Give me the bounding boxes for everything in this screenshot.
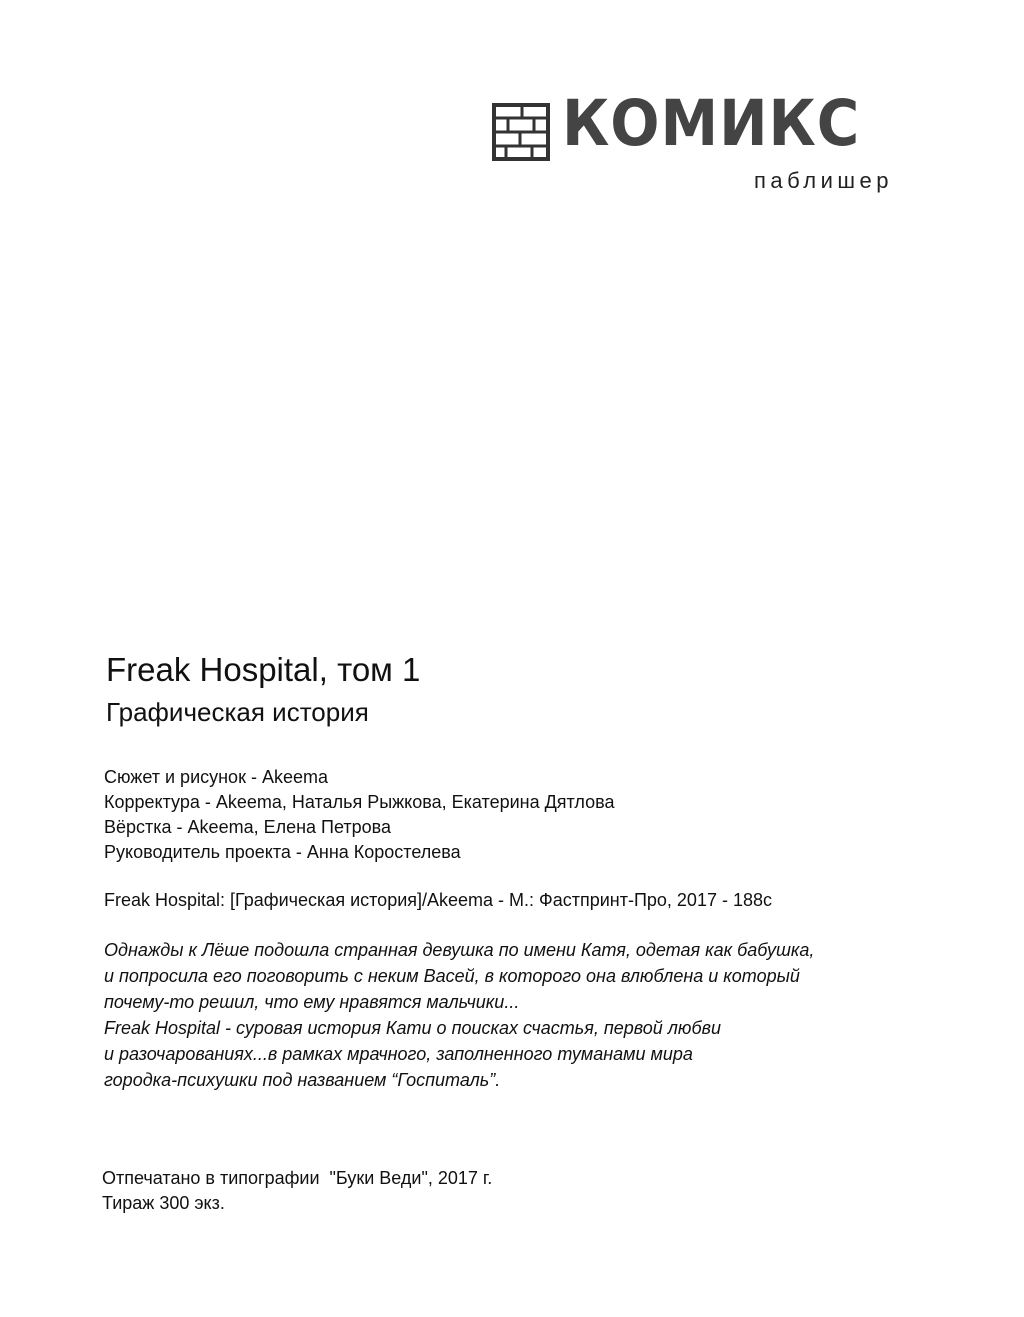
- synopsis-line: Однажды к Лёше подошла странная девушка по имени Катя, одетая как бабушка,: [104, 940, 815, 960]
- imprint-print-run: Тираж 300 экз.: [102, 1193, 225, 1213]
- credits-list: [104, 765, 614, 865]
- synopsis-line: почему-то решил, что ему нравятся мальчики...: [104, 992, 520, 1012]
- publisher-name: КОМИКС: [562, 87, 861, 160]
- synopsis-line: и попросила его поговорить с неким Васей, в которого она влюблена и который: [104, 966, 800, 986]
- imprint: [102, 1166, 492, 1216]
- credit-line: Сюжет и рисунок - Akeema: [104, 767, 328, 787]
- credit-line: Вёрстка - Akeema, Елена Петрова: [104, 817, 392, 837]
- book-subtitle: Графическая история: [106, 697, 369, 727]
- synopsis: [104, 937, 814, 1093]
- synopsis-line: Freak Hospital - суровая история Кати о поисках счастья, первой любви: [104, 1018, 721, 1038]
- book-title: Freak Hospital, том 1: [106, 651, 421, 688]
- bibliographic-entry: Freak Hospital: [Графическая история]/Akeema - М.: Фастпринт-Про, 2017 - 188с: [104, 890, 772, 910]
- synopsis-line: и разочарованиях...в рамках мрачного, заполненного туманами мира: [104, 1044, 693, 1064]
- publisher-logo: [492, 87, 932, 200]
- imprint-printer: Отпечатано в типографии "Буки Веди", 2017 г.: [102, 1168, 493, 1188]
- credit-line: Руководитель проекта - Анна Коростелева: [104, 842, 461, 862]
- synopsis-line: городка-психушки под названием “Госпиталь”.: [104, 1070, 501, 1090]
- publisher-subname: паблишер: [754, 168, 894, 193]
- credit-line: Корректура - Akeema, Наталья Рыжкова, Екатерина Дятлова: [104, 792, 615, 812]
- brick-wall-icon: [492, 103, 550, 161]
